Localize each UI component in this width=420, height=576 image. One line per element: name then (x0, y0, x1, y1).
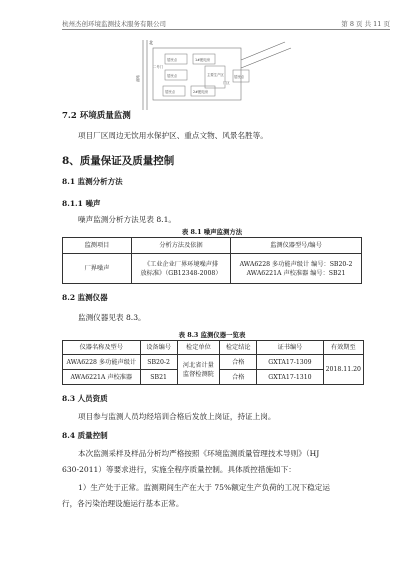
svg-text:道路: 道路 (136, 75, 140, 82)
table-header-cell: 仪器名称及型号 (63, 341, 141, 355)
table-8-3-caption: 表 8.3 监测仪器一览表 (178, 331, 246, 339)
table-header-cell: 检定结论 (220, 341, 257, 355)
table-header-cell: 检定单位 (177, 341, 219, 355)
svg-text:居民点: 居民点 (167, 58, 178, 62)
page-header (62, 14, 390, 30)
table-header-cell: 设备编号 (140, 341, 177, 355)
unit-line: 河北省计量 (182, 361, 214, 369)
section-8-4-para2-line1: 1）生产处于正常。监测期间生产在大于 75%额定生产负荷的工况下稳定运 (78, 483, 330, 492)
svg-text:居民点: 居民点 (165, 90, 176, 94)
table-8-3 (62, 340, 364, 385)
svg-text:居民点: 居民点 (167, 74, 178, 78)
section-8-3-title: 8.3 人员资质 (62, 394, 108, 403)
section-8-1-1-text: 噪声监测分析方法见表 8.1。 (78, 215, 177, 224)
table-header-cell: 有效期至 (323, 341, 363, 355)
table-cell (132, 254, 231, 284)
table-header-cell: 监测仪器型号/编号 (231, 238, 362, 254)
table-cell: GXTA17-1310 (257, 370, 323, 385)
table-header-cell: 监测项目 (63, 238, 132, 254)
section-8-4-para2-line2: 行，各污染治理设施运行基本正常。 (62, 499, 184, 508)
svg-text:1#配电房: 1#配电房 (195, 58, 211, 62)
table-header-row (63, 238, 362, 254)
table-header-cell: 分析方法及依据 (132, 238, 231, 254)
svg-text:主要生产区: 主要生产区 (207, 73, 224, 77)
table-cell: 合格 (220, 370, 257, 385)
table-cell: SB21 (140, 370, 177, 385)
table-8-1 (62, 237, 362, 284)
section-8-4-para1-line2: 630-2011）等要求进行，实施全程序质量控制。具体质控措施如下： (62, 465, 296, 474)
table-cell: SB20-2 (140, 355, 177, 370)
table-cell: AWA6228 多功能声级计 (63, 355, 141, 370)
table-cell (177, 355, 219, 385)
table-cell: 2018.11.20 (323, 355, 363, 385)
table-header-row (63, 341, 364, 355)
instrument-line: AWA6228 多功能声级计 编号：SB20-2 (239, 260, 353, 268)
section-8-3-text: 项目参与监测人员均经培训合格后发放上岗证，持证上岗。 (78, 412, 276, 421)
svg-text:2#配电房: 2#配电房 (193, 90, 209, 94)
section-8-title: 8、质量保证及质量控制 (62, 155, 175, 167)
table-row (63, 355, 364, 370)
table-cell: 厂界噪声 (63, 254, 132, 284)
section-7-2-text: 项目厂区周边无饮用水保护区、重点文物、风景名胜等。 (78, 131, 268, 140)
section-8-1-title: 8.1 监测分析方法 (62, 177, 123, 186)
section-8-2-text: 监测仪器见表 8.3。 (78, 313, 146, 322)
table-header-cell: 证书编号 (257, 341, 323, 355)
table-cell: GXTA17-1309 (257, 355, 323, 370)
table-row (63, 254, 362, 284)
table-cell: AWA6221A 声校准器 (63, 370, 141, 385)
header-company: 杭州杰创环境监测技术服务有限公司 (62, 20, 166, 28)
instrument-line: AWA6221A 声校准器 编号：SB21 (246, 269, 346, 277)
svg-text:二号门: 二号门 (153, 65, 164, 69)
site-map-drawing (135, 40, 295, 110)
method-line: 《工业企业厂界环境噪声排 (143, 260, 219, 268)
svg-text:居民点: 居民点 (234, 75, 245, 79)
section-8-1-1-title: 8.1.1 噪声 (62, 199, 101, 208)
section-8-2-title: 8.2 监测仪器 (62, 293, 108, 302)
section-8-4-title: 8.4 质量控制 (62, 431, 108, 440)
site-map (135, 40, 295, 110)
method-line: 放标准》（GB12348-2008） (140, 269, 222, 277)
unit-line: 监督检测院 (182, 370, 214, 378)
header-page-info: 第 8 页 共 11 页 (341, 20, 390, 28)
svg-text:北: 北 (149, 40, 153, 45)
section-8-4-para1-line1: 本次监测采样及样品分析均严格按照《环境监测质量管理技术导则》（HJ (78, 449, 320, 458)
table-cell: 合格 (220, 355, 257, 370)
svg-text:厂区: 厂区 (223, 81, 230, 85)
section-7-2-title: 7.2 环境质量监测 (62, 111, 131, 121)
table-8-1-caption: 表 8.1 噪声监测方法 (181, 228, 243, 236)
table-cell (231, 254, 362, 284)
